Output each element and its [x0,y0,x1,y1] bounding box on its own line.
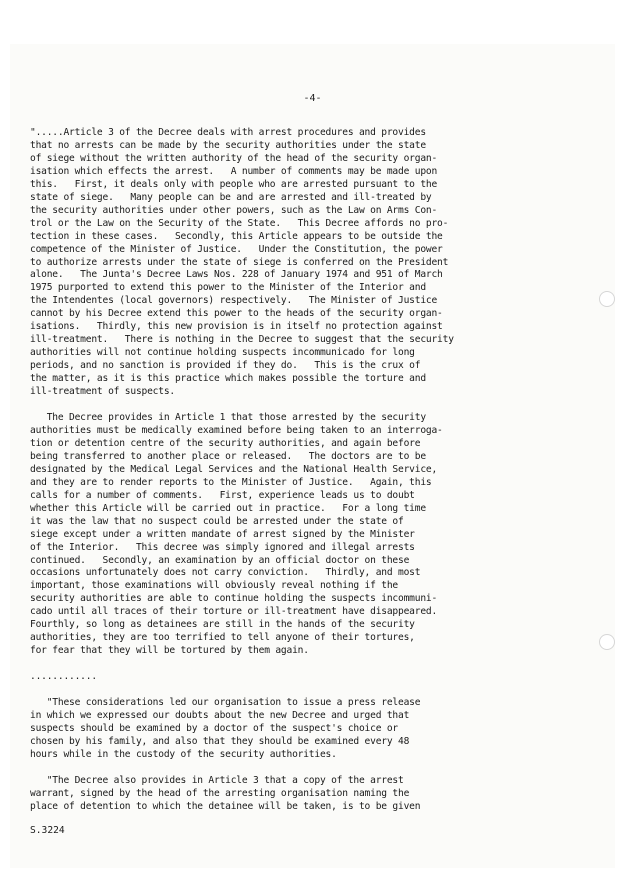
paragraph-gap [30,684,500,697]
text-line: isation which effects the arrest. A number of comments may be made upon [30,165,438,177]
text-line: to authorize arrests under the state of siege is conferred on the President [30,256,449,268]
text-line: continued. Secondly, an examination by an official doctor on these [30,554,410,566]
text-line: calls for a number of comments. First, experience leads us to doubt [30,489,415,501]
text-line: trol or the Law on the Security of the State. This Decree affords no pro- [30,217,449,229]
text-line: Fourthly, so long as detainees are still in the hands of the security [30,619,415,631]
document-reference: S.3224 [30,825,65,836]
text-line: competence of the Minister of Justice. Under the Constitution, the power [30,243,443,255]
text-line: the matter, as it is this practice which makes possible the torture and [30,373,426,385]
text-line: cannot by his Decree extend this power to the heads of the security organ- [30,308,443,320]
text-line: tection in these cases. Secondly, this Article appears to be outside the [30,230,443,242]
text-line: state of siege. Many people can be and are arrested and ill-treated by [30,191,432,203]
text-line: authorities, they are too terrified to tell anyone of their tortures, [30,632,415,644]
page-number: -4- [303,93,322,104]
text-line: "These considerations led our organisation to issue a press release [30,697,421,709]
paragraph [30,775,500,814]
paragraph [30,127,500,399]
text-line: "The Decree also provides in Article 3 that a copy of the arrest [30,774,404,786]
text-line: ".....Article 3 of the Decree deals with arrest procedures and provides [30,127,426,138]
paragraph-gap [30,399,500,412]
text-line: this. First, it deals only with people who are arrested pursuant to the [30,178,438,190]
text-line: the security authorities under other powers, such as the Law on Arms Con- [30,204,438,216]
text-line: of the Interior. This decree was simply ignored and illegal arrests [30,541,415,553]
text-line: designated by the Medical Legal Services and the National Health Service, [30,463,438,475]
text-line: occasions unfortunately does not carry conviction. Thirdly, and most [30,567,421,579]
text-line: hours while in the custody of the security authorities. [30,748,337,760]
text-line: tion or detention centre of the security authorities, and again before [30,437,421,449]
document-page [10,44,615,868]
paragraph [30,697,500,762]
text-line: periods, and no sanction is provided if they do. This is the crux of [30,360,421,372]
text-line: authorities will not continue holding suspects incommunicado for long [30,347,415,359]
text-line: place of detention to which the detainee will be taken, is to be given [30,800,421,812]
text-line: isations. Thirdly, this new provision is in itself no protection against [30,321,443,333]
text-line: the Intendentes (local governors) respectively. The Minister of Justice [30,295,438,307]
text-line: 1975 purported to extend this power to the Minister of the Interior and [30,282,426,294]
paragraph-gap [30,762,500,775]
text-line: authorities must be medically examined before being taken to an interroga- [30,424,443,436]
text-line: chosen by his family, and also that they should be examined every 48 [30,735,410,747]
paragraph-gap [30,658,500,671]
text-line: that no arrests can be made by the security authorities under the state [30,139,426,151]
text-line: siege except under a written mandate of arrest signed by the Minister [30,528,415,540]
body-text [30,127,500,814]
text-line: it was the law that no suspect could be arrested under the state of [30,515,404,527]
text-line: alone. The Junta's Decree Laws Nos. 228 of January 1974 and 951 of March [30,269,443,281]
punch-hole [599,291,615,307]
paragraph [30,671,500,684]
text-line: for fear that they will be tortured by them again. [30,645,309,657]
text-line: being transferred to another place or released. The doctors are to be [30,450,426,462]
text-line: ............ [30,671,97,683]
text-line: warrant, signed by the head of the arresting organisation naming the [30,787,410,799]
text-line: security authorities are able to continue holding the suspects incommuni- [30,593,438,605]
text-line: in which we expressed our doubts about the new Decree and urged that [30,710,410,722]
text-line: important, those examinations will obviously reveal nothing if the [30,580,399,592]
text-line: suspects should be examined by a doctor of the suspect's choice or [30,722,399,734]
text-line: whether this Article will be carried out in practice. For a long time [30,502,426,514]
punch-hole [599,634,615,650]
text-line: and they are to render reports to the Minister of Justice. Again, this [30,476,432,488]
text-line: cado until all traces of their torture or ill-treatment have disappeared. [30,606,438,618]
text-line: of siege without the written authority of the head of the security organ- [30,152,438,164]
paragraph [30,412,500,658]
text-line: The Decree provides in Article 1 that those arrested by the security [30,412,426,424]
text-line: ill-treatment. There is nothing in the Decree to suggest that the security [30,334,454,346]
text-line: ill-treatment of suspects. [30,386,175,398]
